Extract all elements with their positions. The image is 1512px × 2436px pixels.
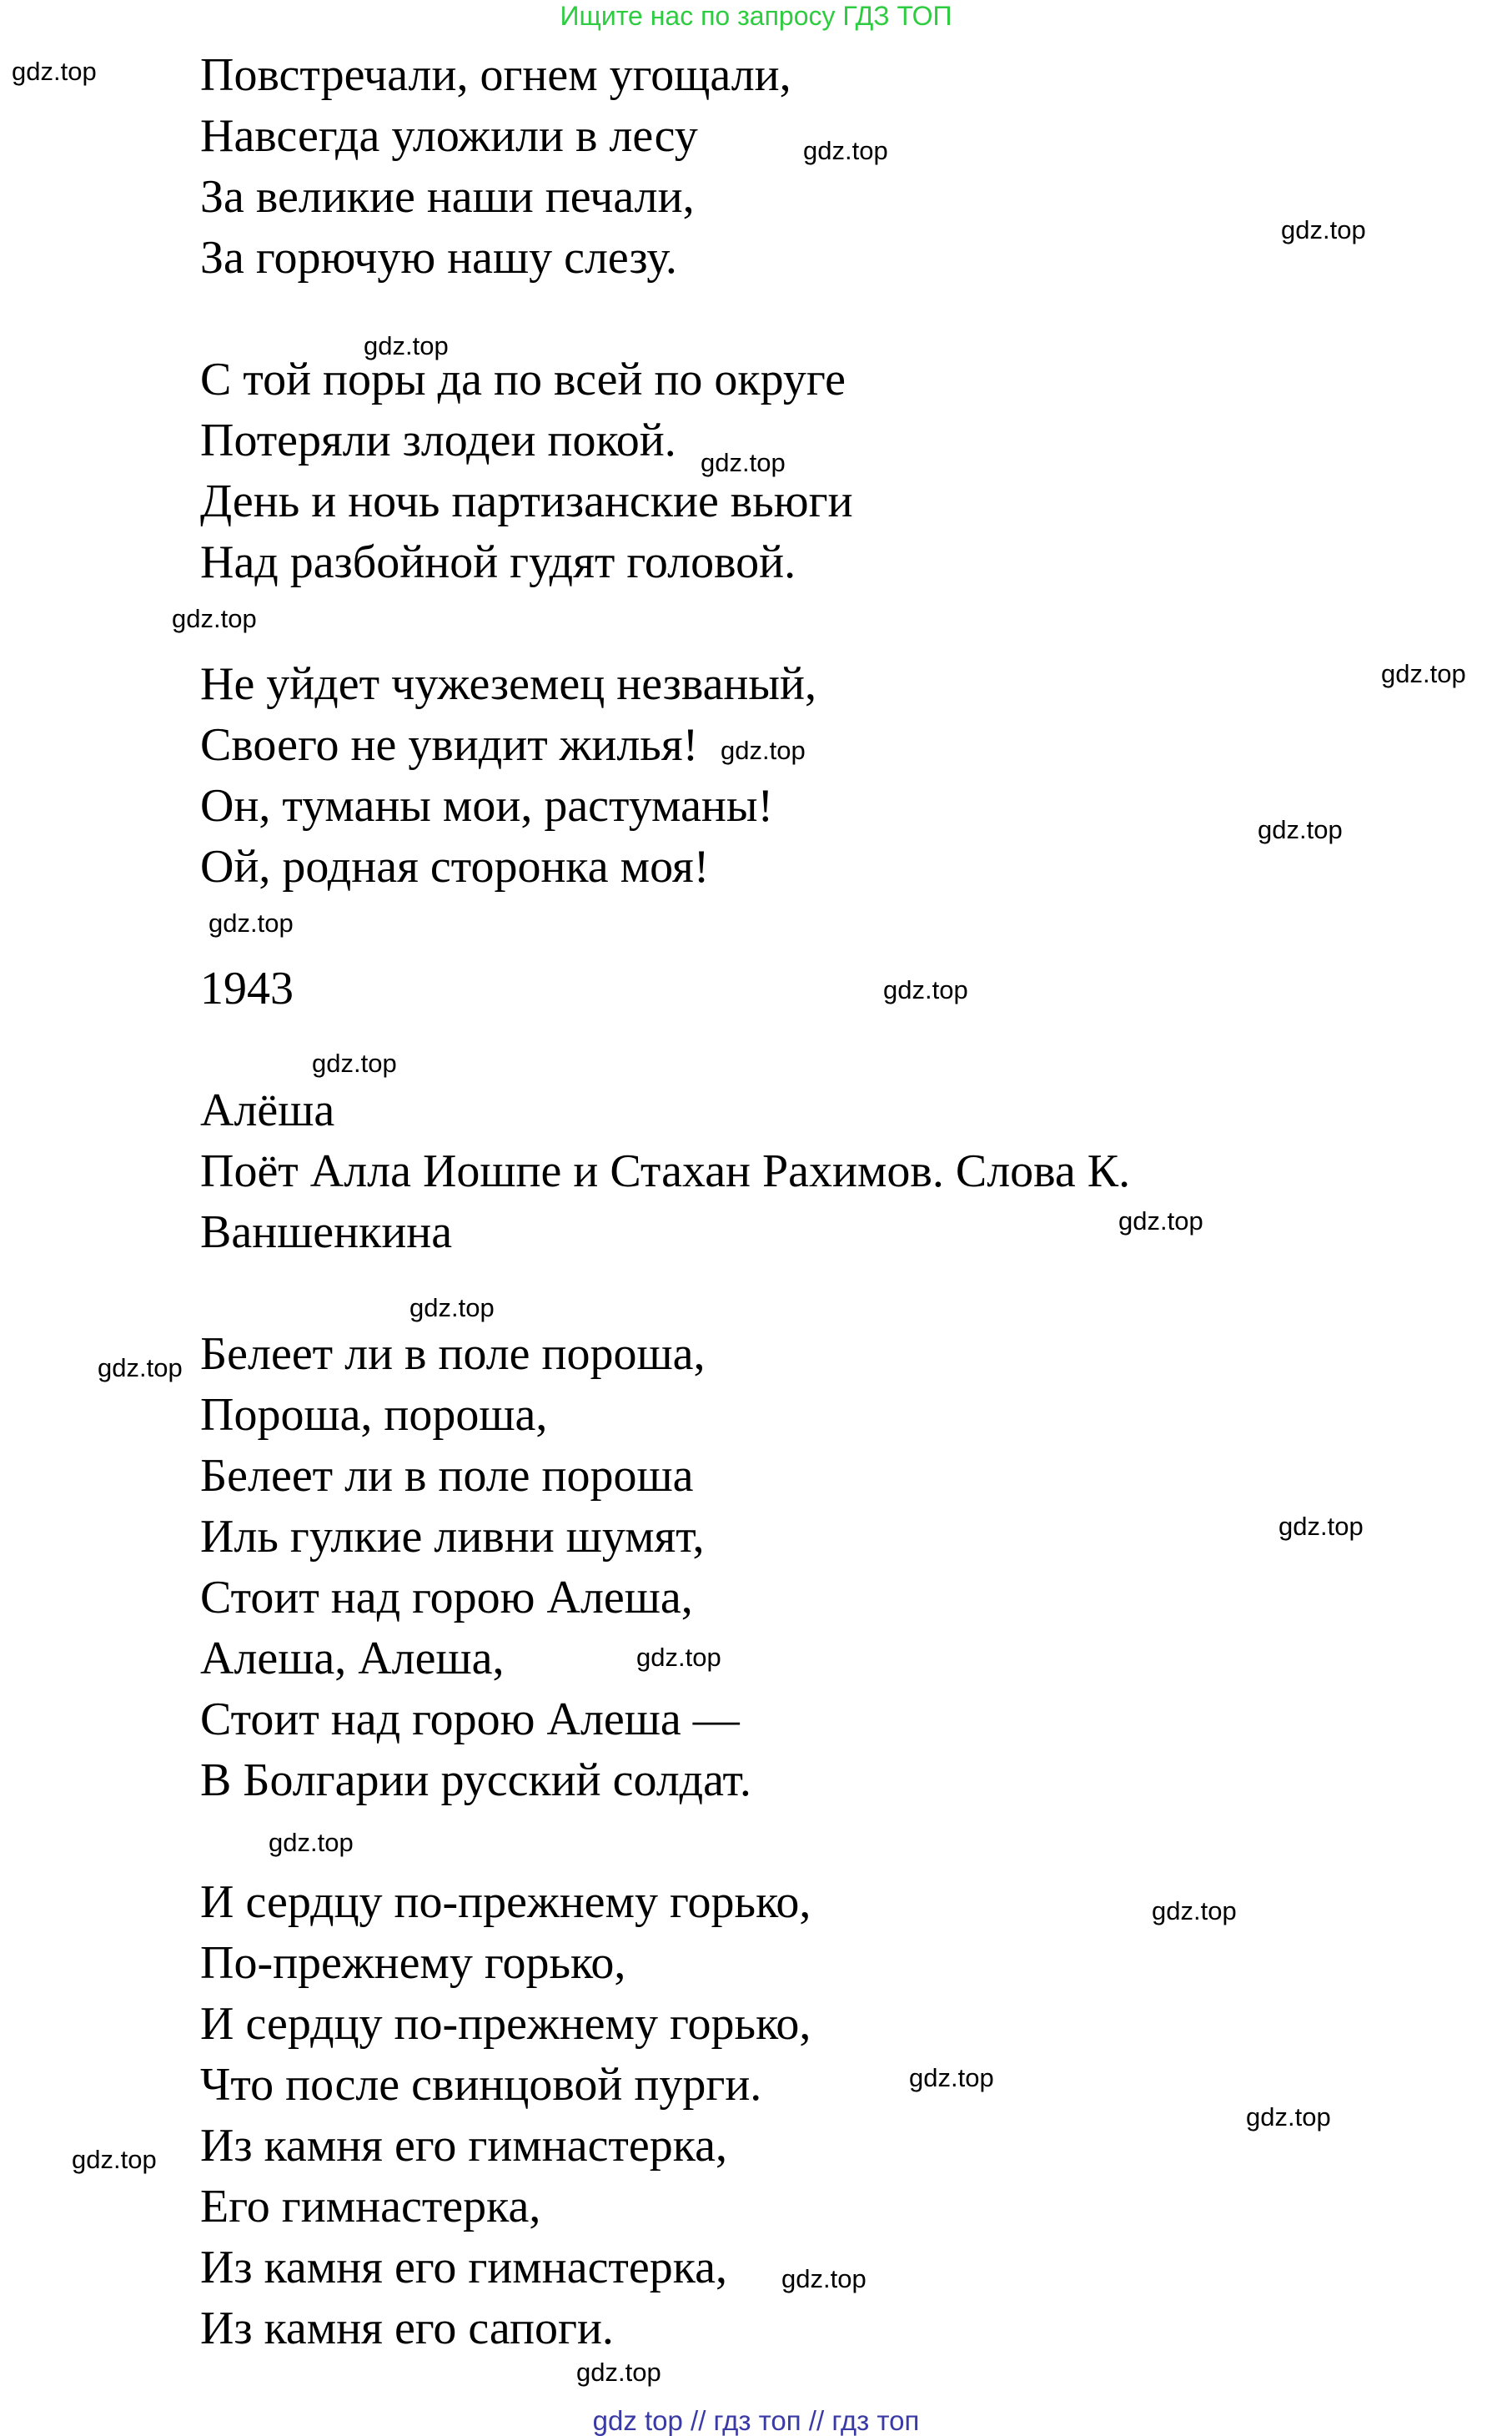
poem-line: Не уйдет чужеземец незваный, [200,658,816,710]
poem-line: Он, туманы мои, растуманы! [200,780,774,832]
watermark: gdz.top [1381,659,1466,688]
poem-line: 1943 [200,963,294,1014]
poem-line: За великие наши печали, [200,171,695,223]
stanza-gap [200,289,1130,350]
poem-line: И сердцу по-прежнему горько, [200,1876,811,1928]
poem-line: Навсегда уложили в лесу [200,110,698,162]
watermark: gdz.top [208,908,294,938]
footer-separator: // [691,2405,706,2436]
footer-separator: // [808,2405,825,2436]
poem-line: Его гимнастерка, [200,2181,541,2232]
poem-line: Белеет ли в поле пороша [200,1450,694,1502]
poem-line: Потеряли злодеи покой. [200,415,676,466]
watermark: gdz.top [364,331,449,360]
watermark: gdz.top [721,736,806,765]
poem-line: По-прежнему горько, [200,1937,626,1989]
watermark: gdz.top [1118,1206,1203,1236]
watermark: gdz.top [781,2264,867,2293]
poem-line: И сердцу по-прежнему горько, [200,1998,811,2050]
watermark: gdz.top [701,448,786,477]
watermark: gdz.top [72,2145,157,2174]
poem-line: Алёша [200,1085,335,1136]
watermark: gdz.top [576,2358,661,2387]
watermark: gdz.top [1258,815,1343,844]
footer-links [0,2406,1512,2436]
poem-line: В Болгарии русский солдат. [200,1754,751,1806]
poem-line: Белеет ли в поле пороша, [200,1328,706,1380]
watermark: gdz.top [269,1828,354,1857]
poem-text [200,45,1130,2359]
poem-line: День и ночь партизанские вьюги [200,476,853,527]
poem-line: Алеша, Алеша, [200,1633,505,1684]
stanza-gap [200,593,1130,654]
poem-line: Пороша, пороша, [200,1389,548,1441]
footer-link[interactable]: gdz top [592,2405,683,2436]
poem-line: Из камня его гимнастерка, [200,2242,727,2293]
watermark: gdz.top [1281,215,1366,244]
watermark: gdz.top [98,1353,183,1382]
stanza-gap [200,898,1130,959]
poem-line: Поёт Алла Иошпе и Стахан Рахимов. Слова К. [200,1145,1131,1197]
poem-line: Над разбойной гудят головой. [200,536,796,588]
poem-line: Стоит над горою Алеша, [200,1572,693,1623]
watermark: gdz.top [409,1293,495,1322]
watermark: gdz.top [883,975,968,1004]
watermark: gdz.top [1246,2102,1331,2132]
poem-line: Из камня его сапоги. [200,2303,614,2354]
footer-link[interactable]: гдз топ [713,2405,801,2436]
search-banner: Ищите нас по запросу ГДЗ ТОП [560,1,952,31]
poem-line: Что после свинцовой пурги. [200,2059,762,2111]
watermark: gdz.top [312,1049,397,1078]
poem-line: Из камня его гимнастерка, [200,2120,727,2172]
watermark: gdz.top [1278,1512,1364,1541]
poem-line: За горючую нашу слезу. [200,232,677,284]
poem-line: Своего не увидит жилья! [200,719,699,771]
poem-line: Ой, родная сторонка моя! [200,841,710,893]
watermark: gdz.top [909,2063,994,2092]
poem-line: Стоит над горою Алеша — [200,1694,740,1745]
poem-line: С той поры да по всей по округе [200,354,846,405]
footer-link[interactable]: гдз топ [831,2405,920,2436]
watermark: gdz.top [636,1643,721,1672]
poem-line: Ваншенкина [200,1206,453,1258]
stanza-gap [200,1263,1130,1324]
watermark: gdz.top [172,604,257,633]
watermark: gdz.top [1152,1896,1237,1925]
watermark: gdz.top [803,136,888,165]
poem-line: Иль гулкие ливни шумят, [200,1511,705,1563]
watermark: gdz.top [12,57,97,86]
poem-line: Повстречали, огнем угощали, [200,49,791,101]
